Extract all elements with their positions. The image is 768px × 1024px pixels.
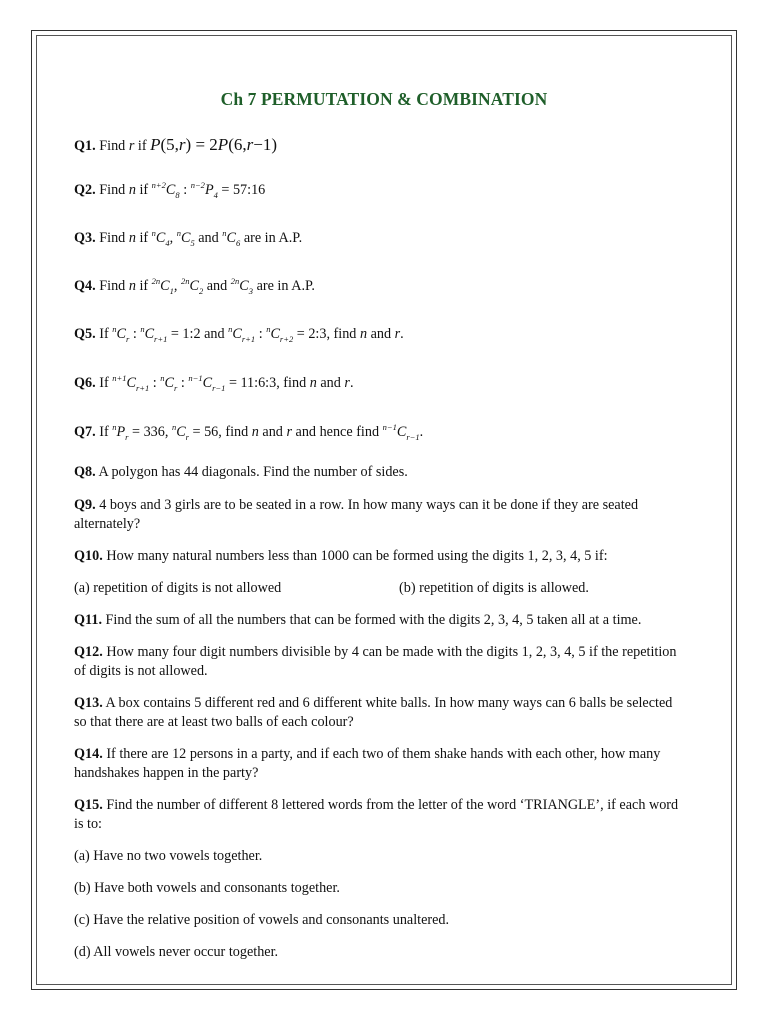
question-14: [74, 745, 686, 783]
question-text: How many four digit numbers divisible by 4 can be made with the digits 1, 2, 3, 4, 5 if the repetition of digits is not allowed.: [74, 644, 677, 679]
question-9: [74, 496, 686, 534]
question-number: Q10.: [74, 548, 103, 564]
question-3: Q3. Find n if $^nC_4$, $^nC_5$ and $^nC_6$ are in A.P.: [74, 228, 303, 248]
q10-options: [74, 579, 686, 598]
question-8: [74, 463, 686, 482]
question-text: Find the sum of all the numbers that can be formed with the digits 2, 3, 4, 5 taken all at a time.: [105, 612, 642, 628]
question-text: If there are 12 persons in a party, and if each two of them shake hands with each other, how many handshakes happen in the party?: [74, 746, 661, 781]
question-15: [74, 796, 686, 834]
q15-option-d: (d) All vowels never occur together.: [74, 944, 279, 960]
question-number: Q7.: [74, 424, 96, 440]
page-title: Ch 7 PERMUTATION & COMBINATION: [220, 89, 548, 109]
question-text: How many natural numbers less than 1000 can be formed using the digits 1, 2, 3, 4, 5 if:: [106, 548, 608, 564]
question-number: Q1.: [74, 138, 96, 154]
q10-option-a: (a) repetition of digits is not allowed: [74, 580, 282, 596]
q15-option-c: (c) Have the relative position of vowels and consonants unaltered.: [74, 912, 450, 928]
question-number: Q13.: [74, 695, 103, 711]
question-text: A polygon has 44 diagonals. Find the number of sides.: [98, 464, 408, 480]
question-1: Q1. Find r if P(5,r) = 2P(6,r−1): [74, 135, 277, 154]
question-number: Q11.: [74, 612, 102, 628]
question-text: Find the number of different 8 lettered words from the letter of the word ‘TRIANGLE’, if each word is to:: [74, 797, 679, 832]
question-5: Q5. If $^nC_r$ : $^nC_{r+1}$ = 1:2 and $^nC_{r+1}$ : $^nC_{r+2}$ = 2:3, find n and r.: [74, 324, 404, 344]
question-12: [74, 643, 686, 681]
question-number: Q3.: [74, 230, 96, 246]
question-2: Q2. Find n if $^{n+2}C_8$ : $^{n-2}P_4$ = 57:16: [74, 180, 266, 200]
question-number: Q6.: [74, 375, 96, 391]
question-4: Q4. Find n if $^{2n}C_1$, $^{2n}C_2$ and $^{2n}C_3$ are in A.P.: [74, 276, 315, 296]
q10-option-b: (b) repetition of digits is allowed.: [399, 580, 589, 596]
question-number: Q14.: [74, 746, 103, 762]
q15-option-a: (a) Have no two vowels together.: [74, 848, 263, 864]
question-number: Q9.: [74, 497, 96, 513]
question-number: Q5.: [74, 326, 96, 342]
question-number: Q2.: [74, 182, 96, 198]
question-number: Q12.: [74, 644, 103, 660]
question-6: Q6. If $^{n+1}C_{r+1}$ : $^nC_r$ : $^{n-1}C_{r-1}$ = 11:6:3, find n and r.: [74, 373, 354, 393]
question-number: Q15.: [74, 797, 103, 813]
question-10: [74, 547, 686, 566]
question-text: A box contains 5 different red and 6 different white balls. In how many ways can 6 balls be selected so that there are at least two balls of each colour?: [74, 695, 673, 730]
question-number: Q8.: [74, 464, 96, 480]
q15-option-b: (b) Have both vowels and consonants together.: [74, 880, 340, 896]
question-text: 4 boys and 3 girls are to be seated in a row. In how many ways can it be done if they are seated alternately?: [74, 497, 639, 532]
question-11: [74, 611, 686, 630]
question-list: [74, 135, 686, 962]
question-13: [74, 694, 686, 732]
question-number: Q4.: [74, 278, 96, 294]
question-7: Q7. If $^nP_r = 336$, $^nC_r = 56$, find n and r and hence find $^{n-1}C_{r-1}$.: [74, 422, 424, 442]
